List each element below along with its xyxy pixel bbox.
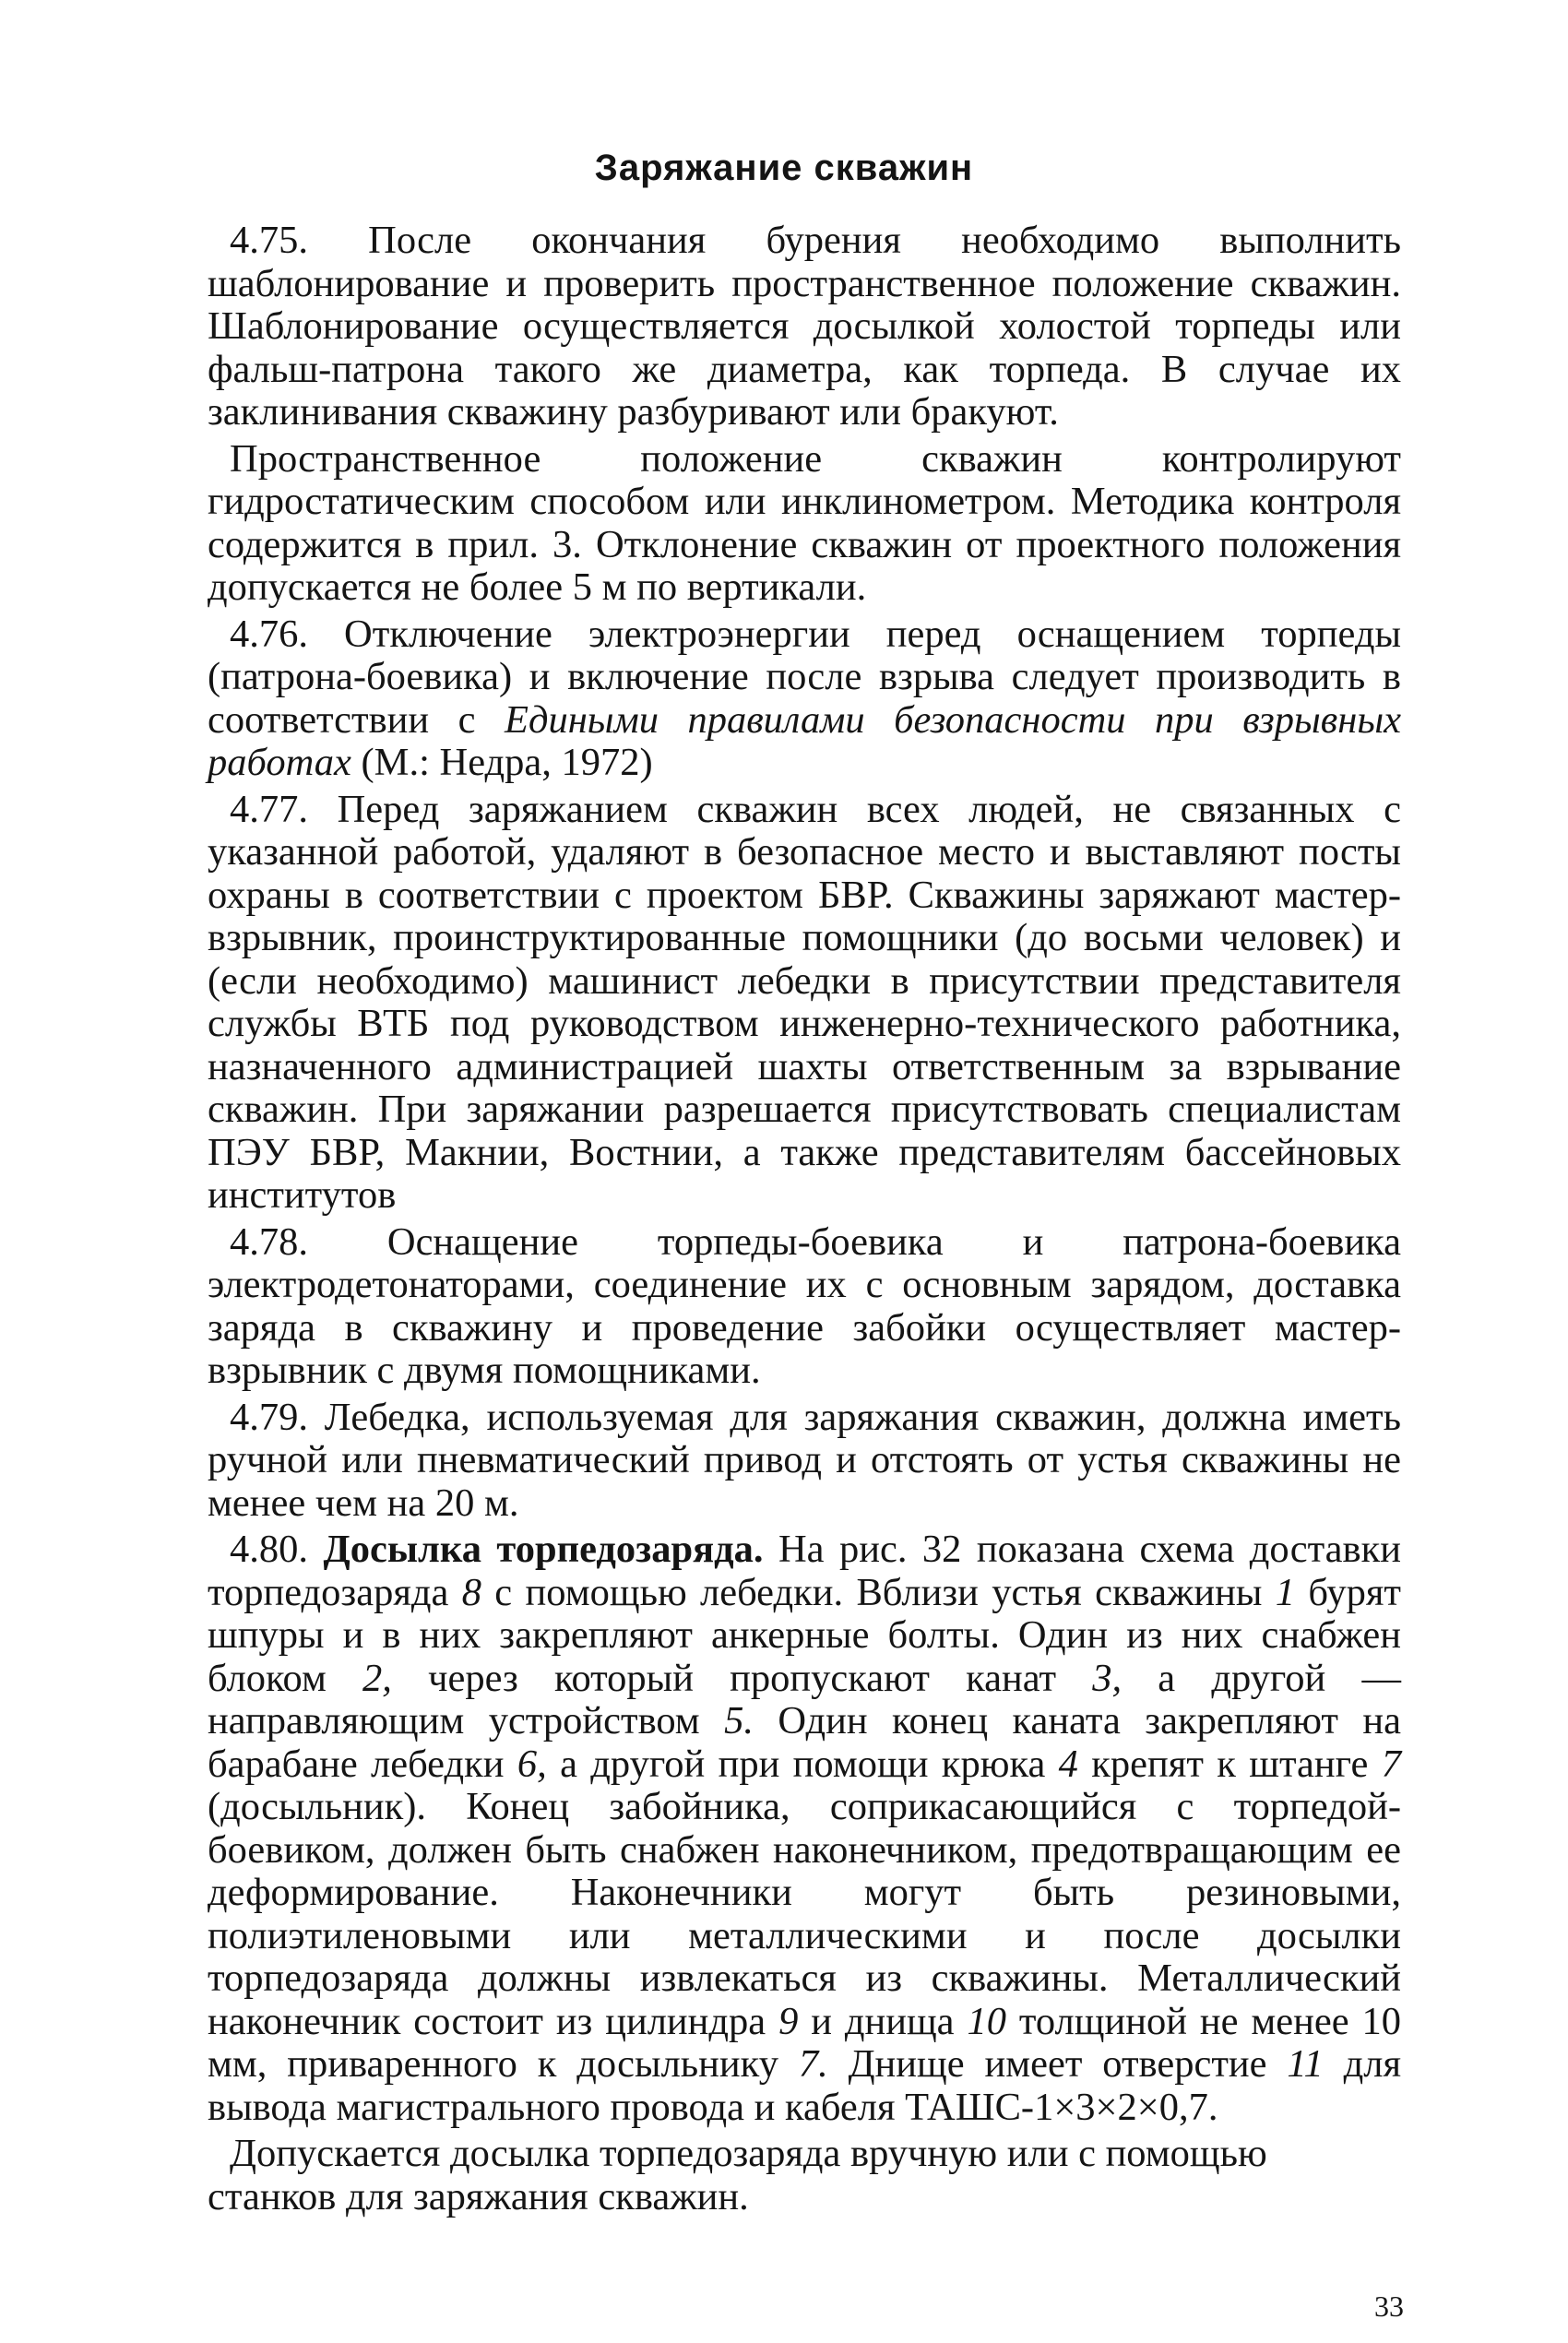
text-run: толщиной не менее 10 мм, приваренного к досыльнику (208, 1999, 1401, 2086)
bold-heading-inline: Досылка торпедозаряда. (323, 1528, 764, 1571)
figure-ref-number: 2, (362, 1656, 392, 1700)
text-run: 4.76. Отключение электроэнергии перед оснащением торпеды (патрона-боевика) и включение после взрыва следует производить в соответствии с (208, 612, 1401, 742)
text-run: а другой при помощи крюка (546, 1742, 1059, 1786)
text-run: На рис. 32 показана схема доставки торпедозаряда (208, 1528, 1401, 1614)
text-run: для вывода магистрального провода и кабеля ТАШС-1×3×2×0,7. (208, 2042, 1402, 2129)
paragraph-4-80 (208, 1528, 1401, 2129)
page-number: 33 (1374, 2289, 1404, 2323)
text-run: Днище имеет отверстие (827, 2042, 1288, 2086)
paragraph-4-75: 4.75. После окончания бурения необходимо выполнить шаблонирование и проверить пространственное положение скважин. Шаблонирование осуществляется досылкой холостой торпеды или фальш-патрона такого же диаметра, как торпеда. В случае их заклинивания скважину разбуривают или бракуют. (208, 219, 1401, 434)
paragraph-manual-delivery: Допускается досылка торпедозаряда вручную или с помощью станков для заряжания скважин. (208, 2132, 1267, 2218)
figure-ref-number: 3, (1092, 1656, 1123, 1700)
figure-ref-number: 7 (1381, 1742, 1401, 1786)
text-run: с помощью лебедки. Вблизи устья скважины (481, 1570, 1276, 1614)
text-run: 4.80. (230, 1528, 324, 1571)
paragraph-4-76 (208, 613, 1401, 785)
text-run: бурят шпуры и в них закрепляют анкерные болты. Один из них снабжен блоком (208, 1570, 1401, 1700)
text-run: а другой — направляющим устройством (208, 1656, 1401, 1742)
text-run: через который пропускают канат (391, 1656, 1093, 1700)
text-run: и днища (798, 1999, 968, 2043)
paragraph-4-79: 4.79. Лебедка, используемая для заряжания скважин, должна иметь ручной или пневматический привод и отстоять от устья скважины не менее чем на 20 м. (208, 1395, 1401, 1525)
figure-ref-number: 8 (461, 1570, 481, 1614)
paragraph-4-78: 4.78. Оснащение торпеды-боевика и патрона-боевика электродетонаторами, соединение их с основным зарядом, доставка заряда в скважину и проведение забойки осуществляет мастер-взрывник с двумя помощниками. (208, 1219, 1401, 1392)
figure-ref-number: 4 (1058, 1742, 1078, 1786)
section-title: Заряжание скважин (594, 148, 974, 188)
text-run: Один конец каната закрепляют на барабане лебедки (208, 1699, 1401, 1786)
italic-reference: Едиными правилами безопасности при взрывных работах (208, 697, 1401, 784)
paragraph-4-77: 4.77. Перед заряжанием скважин всех людей, не связанных с указанной работой, удаляют в безопасное место и выставляют посты охраны в соответствии с проектом БВР. Скважины заряжают мастер-взрывник, проинструктированные помощники (до восьми человек) и (если необходимо) машинист лебедки в присутствии представителя службы ВТБ под руководством инженерно-технического работника, назначенного администрацией шахты ответственным за взрывание скважин. При заряжании разрешается присутствовать специалистам ПЭУ БВР, Макнии, Востнии, а также представителям бассейновых институтов (208, 787, 1401, 1217)
text-run: (досыльник). Конец забойника, соприкасающийся с торпедой-боевиком, должен быть снабжен наконечником, предотвращающим ее деформирование. Наконечники могут быть резиновыми, полиэтиленовыми или металлическими и после досылки торпедозаряда должны извлекаться из скважины. Металлический наконечник состоит из цилиндра (208, 1785, 1401, 2043)
body-text (208, 220, 1401, 2222)
text-run: (М.: Недра, 1972) (350, 741, 653, 784)
figure-ref-number: 10 (967, 1999, 1006, 2043)
figure-ref-number: 1 (1275, 1570, 1296, 1614)
paragraph-spatial-position: Пространственное положение скважин контролируют гидростатическим способом или инклинометром. Методика контроля содержится в прил. 3. Отклонение скважин от проектного положения допускается не более 5 м по вертикали. (208, 436, 1401, 609)
figure-ref-number: 5. (724, 1699, 754, 1742)
figure-ref-number: 7. (798, 2042, 828, 2086)
figure-ref-number: 11 (1287, 2042, 1324, 2086)
figure-ref-number: 6, (517, 1742, 547, 1786)
figure-ref-number: 9 (778, 1999, 799, 2043)
text-run: крепят к штанге (1077, 1742, 1382, 1786)
